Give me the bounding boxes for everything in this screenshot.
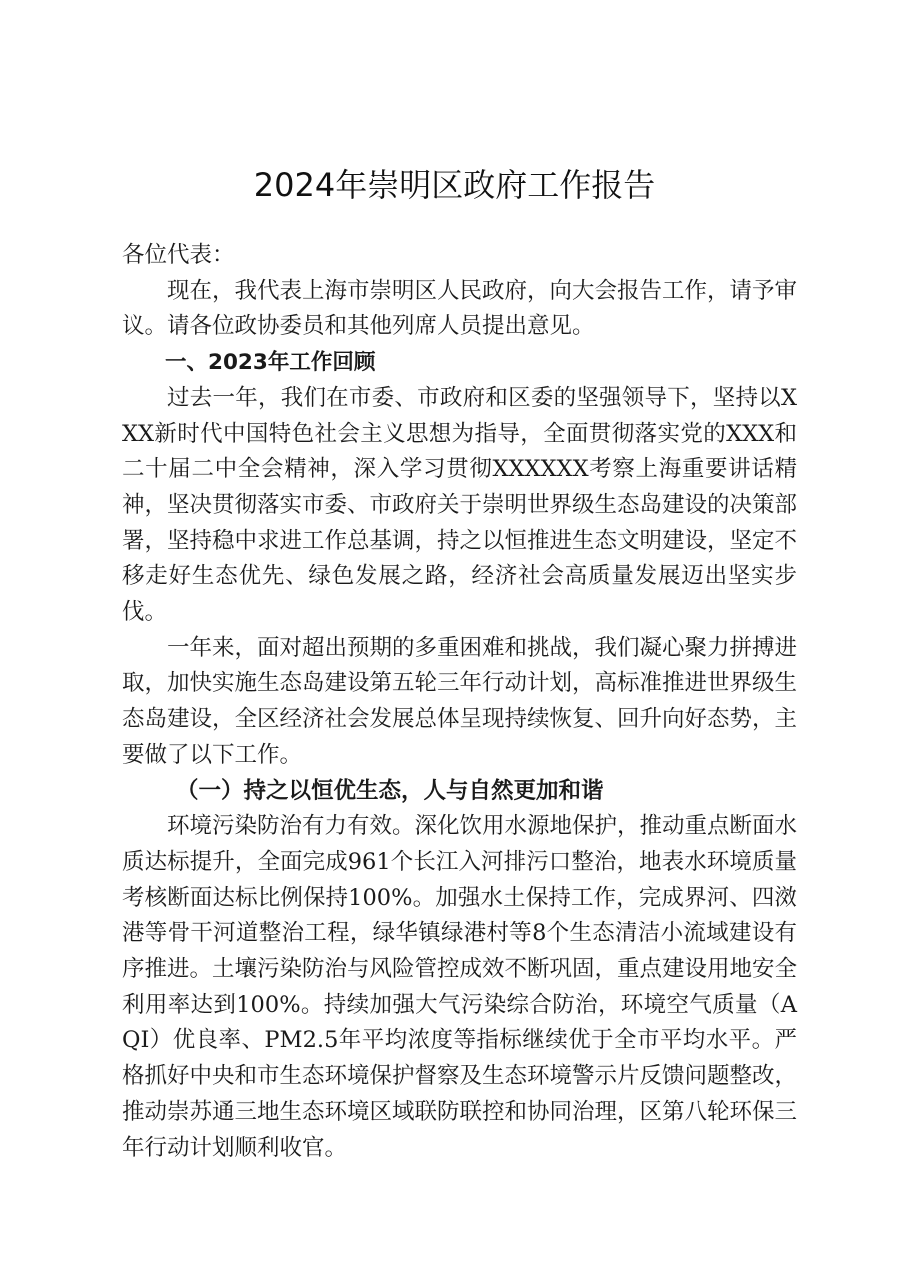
opening-paragraph: 现在，我代表上海市崇明区人民政府，向大会报告工作，请予审议。请各位政协委员和其他列席人员提出意见。 [122, 277, 798, 340]
ecology-paragraph: 环境污染防治有力有效。深化饮用水源地保护，推动重点断面水质达标提升，全面完成961个长江入河排污口整治，地表水环境质量考核断面达标比例保持100%。加强水土保持工作，完成界河、四滧港等骨干河道整治工程，绿华镇绿港村等8个生态清洁小流域建设有序推进。土壤污染防治与风险管控成效不断巩固，重点建设用地安全利用率达到100%。持续加强大气污染综合防治，环境空气质量（AQI）优良率、PM2.5年平均浓度等指标继续优于全市平均水平。严格抓好中央和市生态环境保护督察及生态环境警示片反馈问题整改，推动崇苏通三地生态环境区域联防联控和协同治理，区第八轮环保三年行动计划顺利收官。 [122, 813, 798, 1161]
review-paragraph-2: 一年来，面对超出预期的多重困难和挑战，我们凝心聚力拼搏进取，加快实施生态岛建设第五轮三年行动计划，高标准推进世界级生态岛建设，全区经济社会发展总体呈现持续恢复、回升向好态势，主要做了以下工作。 [122, 634, 798, 768]
sub-heading-ecology: （一）持之以恒优生态，人与自然更加和谐 [176, 777, 604, 804]
document-body [122, 238, 797, 1166]
section-heading-review: 一、2023年工作回顾 [165, 350, 376, 376]
review-paragraph-1: 过去一年，我们在市委、市政府和区委的坚强领导下，坚持以XXX新时代中国特色社会主义思想为指导，全面贯彻落实党的XXX和二十届二中全会精神，深入学习贯彻XXXXXX考察上海重要讲话精神，坚决贯彻落实市委、市政府关于崇明世界级生态岛建设的决策部署，坚持稳中求进工作总基调，持之以恒推进生态文明建设，坚定不移走好生态优先、绿色发展之路，经济社会高质量发展迈出坚实步伐。 [122, 384, 798, 626]
salutation: 各位代表： [122, 242, 235, 268]
document-title: 2024年崇明区政府工作报告 [253, 166, 656, 204]
